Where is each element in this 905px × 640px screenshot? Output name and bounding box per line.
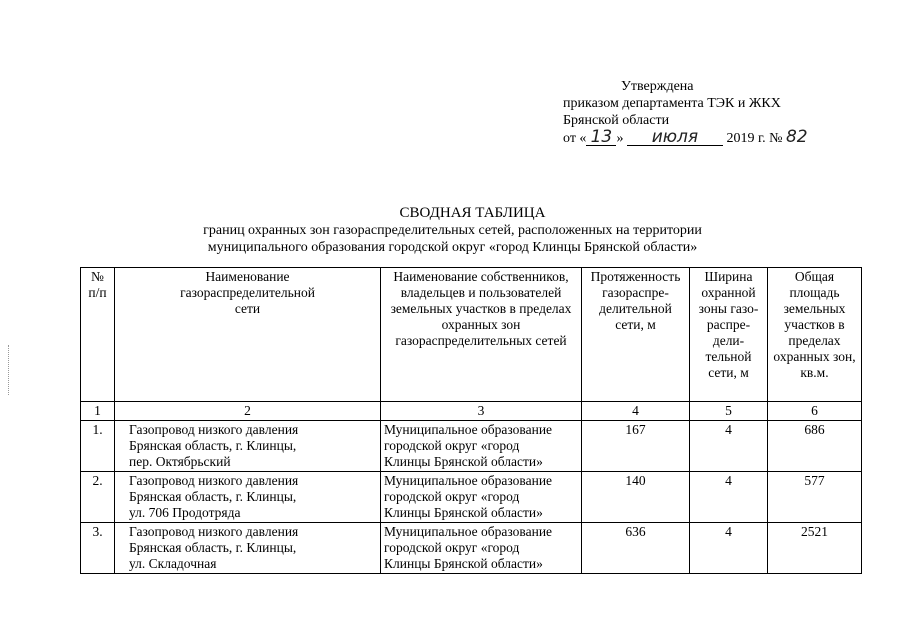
area-cell: 577	[768, 472, 862, 523]
column-number: 4	[582, 402, 690, 421]
owner-cell	[381, 472, 582, 523]
header-length: Протяженность газораспре-делительной сети, м	[582, 268, 690, 402]
owner-line: городской округ «город	[384, 540, 520, 555]
length-cell: 140	[582, 472, 690, 523]
row-num: 2.	[81, 472, 115, 523]
owner-line: городской округ «город	[384, 438, 520, 453]
row-num: 1.	[81, 421, 115, 472]
width-cell: 4	[690, 523, 768, 574]
area-cell: 2521	[768, 523, 862, 574]
heading-subtitle-2: муниципального образования городской округ «город Клинцы Брянской области»	[207, 240, 698, 255]
network-line: Газопровод низкого давления	[129, 473, 299, 488]
summary-table	[80, 267, 862, 574]
approval-block	[563, 78, 808, 147]
date-day: 13	[586, 130, 616, 146]
table-row	[81, 421, 862, 472]
order-number: 82	[785, 127, 808, 147]
network-line: Брянская область, г. Клинцы,	[129, 489, 297, 504]
column-number: 3	[381, 402, 582, 421]
column-number: 1	[81, 402, 115, 421]
date-mid: »	[616, 131, 624, 146]
length-cell: 167	[582, 421, 690, 472]
width-cell: 4	[690, 472, 768, 523]
owner-line: Клинцы Брянской области»	[384, 454, 543, 469]
network-line: ул. Складочная	[129, 556, 217, 571]
approval-line-2: Брянской области	[563, 113, 670, 128]
header-width: Ширина охранной зоны газо-распре-дели-тельной сети, м	[690, 268, 768, 402]
heading-title: СВОДНАЯ ТАБЛИЦА	[399, 205, 546, 221]
network-line: пер. Октябрьский	[129, 454, 231, 469]
column-number: 2	[115, 402, 381, 421]
network-cell	[115, 421, 381, 472]
column-number: 6	[768, 402, 862, 421]
network-line: ул. 706 Продотряда	[129, 505, 241, 520]
approval-date-line	[563, 129, 808, 147]
network-line: Газопровод низкого давления	[129, 524, 299, 539]
network-cell	[115, 472, 381, 523]
table-row	[81, 472, 862, 523]
row-num: 3.	[81, 523, 115, 574]
date-prefix: от «	[563, 131, 587, 146]
header-num: № п/п	[81, 268, 115, 402]
owner-line: Клинцы Брянской области»	[384, 556, 543, 571]
area-cell: 686	[768, 421, 862, 472]
owner-line: городской округ «город	[384, 489, 520, 504]
scan-artifact	[8, 345, 10, 395]
owner-line: Муниципальное образование	[384, 473, 553, 488]
width-cell: 4	[690, 421, 768, 472]
length-cell: 636	[582, 523, 690, 574]
owner-cell	[381, 421, 582, 472]
owner-line: Муниципальное образование	[384, 422, 553, 437]
heading-subtitle-1: границ охранных зон газораспределительных сетей, расположенных на территории	[203, 223, 702, 238]
table-header-row	[81, 268, 862, 402]
header-network: Наименование газораспределительной сети	[115, 268, 381, 402]
network-line: Брянская область, г. Клинцы,	[129, 540, 297, 555]
owner-line: Муниципальное образование	[384, 524, 553, 539]
column-number: 5	[690, 402, 768, 421]
network-line: Брянская область, г. Клинцы,	[129, 438, 297, 453]
table-row	[81, 523, 862, 574]
network-cell	[115, 523, 381, 574]
approval-title: Утверждена	[621, 79, 694, 94]
owner-line: Клинцы Брянской области»	[384, 505, 543, 520]
column-number-row	[81, 402, 862, 421]
network-line: Газопровод низкого давления	[129, 422, 299, 437]
header-owner: Наименование собственников, владельцев и пользователей земельных участков в пределах охранных зон газораспределительных сетей	[381, 268, 582, 402]
date-year: 2019 г. №	[726, 131, 783, 146]
owner-cell	[381, 523, 582, 574]
approval-line-1: приказом департамента ТЭК и ЖКХ	[563, 96, 781, 111]
document-heading	[0, 205, 905, 256]
header-area: Общая площадь земельных участков в пределах охранных зон, кв.м.	[768, 268, 862, 402]
date-month: июля	[627, 130, 723, 146]
